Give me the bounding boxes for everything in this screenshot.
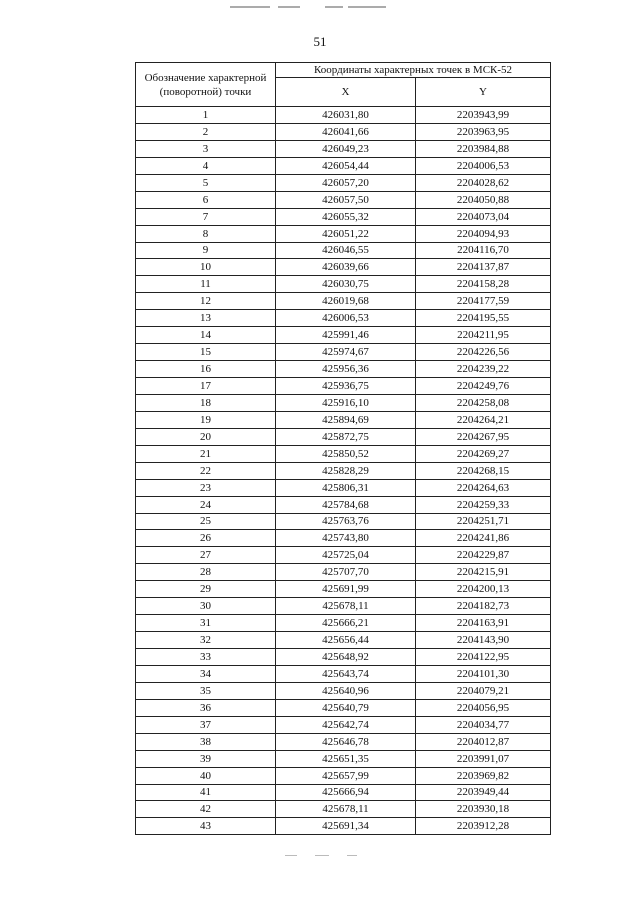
point-number-cell: 28: [136, 564, 276, 581]
x-coordinate-cell: 426046,55: [276, 242, 416, 259]
point-number-cell: 35: [136, 682, 276, 699]
x-coordinate-cell: 425656,44: [276, 632, 416, 649]
y-coordinate-cell: 2204264,21: [416, 411, 551, 428]
table-row: [136, 649, 551, 666]
y-coordinate-cell: 2204163,91: [416, 615, 551, 632]
table-row: [136, 547, 551, 564]
table-row: [136, 496, 551, 513]
x-coordinate-cell: 425666,21: [276, 615, 416, 632]
y-coordinate-cell: 2204056,95: [416, 699, 551, 716]
y-coordinate-cell: 2204239,22: [416, 361, 551, 378]
table-row: [136, 598, 551, 615]
table-row: [136, 733, 551, 750]
table-row: [136, 123, 551, 140]
x-coordinate-cell: 426041,66: [276, 123, 416, 140]
table-row: [136, 716, 551, 733]
table-row: [136, 361, 551, 378]
y-coordinate-cell: 2204259,33: [416, 496, 551, 513]
y-coordinate-cell: 2204137,87: [416, 259, 551, 276]
x-coordinate-cell: 425974,67: [276, 344, 416, 361]
y-coordinate-cell: 2203930,18: [416, 801, 551, 818]
y-coordinate-cell: 2204229,87: [416, 547, 551, 564]
x-coordinate-cell: 425806,31: [276, 479, 416, 496]
point-number-cell: 5: [136, 174, 276, 191]
scan-artifact-bottom: [285, 855, 365, 861]
table-row: [136, 665, 551, 682]
y-coordinate-cell: 2204050,88: [416, 191, 551, 208]
x-coordinate-cell: 425784,68: [276, 496, 416, 513]
table-row: [136, 767, 551, 784]
table-row: [136, 394, 551, 411]
point-number-cell: 36: [136, 699, 276, 716]
y-coordinate-cell: 2204143,90: [416, 632, 551, 649]
x-coordinate-cell: 425936,75: [276, 378, 416, 395]
table-row: [136, 699, 551, 716]
x-coordinate-cell: 425640,79: [276, 699, 416, 716]
point-number-cell: 34: [136, 665, 276, 682]
x-coordinate-cell: 426054,44: [276, 157, 416, 174]
y-coordinate-cell: 2204264,63: [416, 479, 551, 496]
table-row: [136, 411, 551, 428]
table-row: [136, 564, 551, 581]
x-coordinate-cell: 425956,36: [276, 361, 416, 378]
point-number-cell: 41: [136, 784, 276, 801]
page-number: 51: [313, 34, 327, 49]
x-coordinate-cell: 425643,74: [276, 665, 416, 682]
table-row: [136, 682, 551, 699]
table-row: [136, 242, 551, 259]
point-number-cell: 20: [136, 428, 276, 445]
point-number-cell: 6: [136, 191, 276, 208]
point-number-cell: 15: [136, 344, 276, 361]
table-row: [136, 801, 551, 818]
table-row: [136, 615, 551, 632]
table-row: [136, 530, 551, 547]
table-row: [136, 327, 551, 344]
x-coordinate-cell: 426051,22: [276, 225, 416, 242]
y-coordinate-cell: 2204211,95: [416, 327, 551, 344]
table-row: [136, 445, 551, 462]
y-coordinate-cell: 2203912,28: [416, 818, 551, 835]
y-coordinate-cell: 2204028,62: [416, 174, 551, 191]
x-coordinate-cell: 426006,53: [276, 310, 416, 327]
y-coordinate-cell: 2204101,30: [416, 665, 551, 682]
table-row: [136, 276, 551, 293]
scan-artifact-top: [230, 6, 390, 16]
y-coordinate-cell: 2204241,86: [416, 530, 551, 547]
x-coordinate-cell: 425872,75: [276, 428, 416, 445]
point-number-cell: 31: [136, 615, 276, 632]
y-coordinate-cell: 2203943,99: [416, 107, 551, 124]
point-number-cell: 32: [136, 632, 276, 649]
y-coordinate-cell: 2204268,15: [416, 462, 551, 479]
x-coordinate-cell: 425916,10: [276, 394, 416, 411]
x-coordinate-cell: 425640,96: [276, 682, 416, 699]
x-coordinate-cell: 426031,80: [276, 107, 416, 124]
table-row: [136, 293, 551, 310]
point-number-cell: 13: [136, 310, 276, 327]
y-coordinate-cell: 2204215,91: [416, 564, 551, 581]
point-number-cell: 27: [136, 547, 276, 564]
x-coordinate-cell: 426049,23: [276, 140, 416, 157]
x-coordinate-cell: 425991,46: [276, 327, 416, 344]
y-coordinate-cell: 2204182,73: [416, 598, 551, 615]
y-coordinate-cell: 2204267,95: [416, 428, 551, 445]
y-coordinate-cell: 2203963,95: [416, 123, 551, 140]
y-coordinate-cell: 2204079,21: [416, 682, 551, 699]
point-number-cell: 40: [136, 767, 276, 784]
point-number-cell: 4: [136, 157, 276, 174]
point-number-cell: 19: [136, 411, 276, 428]
table-row: [136, 157, 551, 174]
x-coordinate-cell: 426057,20: [276, 174, 416, 191]
table-row: [136, 784, 551, 801]
table-row: [136, 462, 551, 479]
point-number-cell: 2: [136, 123, 276, 140]
x-coordinate-cell: 425646,78: [276, 733, 416, 750]
x-coordinate-cell: 426039,66: [276, 259, 416, 276]
point-number-cell: 3: [136, 140, 276, 157]
point-number-cell: 14: [136, 327, 276, 344]
y-coordinate-cell: 2204034,77: [416, 716, 551, 733]
table-row: [136, 140, 551, 157]
y-coordinate-cell: 2204012,87: [416, 733, 551, 750]
x-coordinate-cell: 425894,69: [276, 411, 416, 428]
y-coordinate-cell: 2204094,93: [416, 225, 551, 242]
table-row: [136, 428, 551, 445]
y-coordinate-cell: 2203949,44: [416, 784, 551, 801]
x-coordinate-cell: 426057,50: [276, 191, 416, 208]
x-coordinate-cell: 426030,75: [276, 276, 416, 293]
table-row: [136, 259, 551, 276]
point-number-cell: 21: [136, 445, 276, 462]
x-column-header: X: [276, 78, 416, 107]
point-number-cell: 33: [136, 649, 276, 666]
x-coordinate-cell: 425763,76: [276, 513, 416, 530]
table-row: [136, 513, 551, 530]
x-coordinate-cell: 425678,11: [276, 801, 416, 818]
x-coordinate-cell: 425691,99: [276, 581, 416, 598]
point-number-cell: 8: [136, 225, 276, 242]
point-number-cell: 38: [136, 733, 276, 750]
y-coordinate-cell: 2204158,28: [416, 276, 551, 293]
y-coordinate-cell: 2204226,56: [416, 344, 551, 361]
y-coordinate-cell: 2204006,53: [416, 157, 551, 174]
x-coordinate-cell: 426019,68: [276, 293, 416, 310]
table-row: [136, 818, 551, 835]
x-coordinate-cell: 425850,52: [276, 445, 416, 462]
y-coordinate-cell: 2204249,76: [416, 378, 551, 395]
point-number-cell: 43: [136, 818, 276, 835]
point-number-cell: 7: [136, 208, 276, 225]
x-coordinate-cell: 425648,92: [276, 649, 416, 666]
table-row: [136, 750, 551, 767]
x-coordinate-cell: 425678,11: [276, 598, 416, 615]
x-coordinate-cell: 425642,74: [276, 716, 416, 733]
y-coordinate-cell: 2203991,07: [416, 750, 551, 767]
table-header-row: [136, 63, 551, 78]
point-number-cell: 10: [136, 259, 276, 276]
point-number-cell: 29: [136, 581, 276, 598]
y-coordinate-cell: 2204258,08: [416, 394, 551, 411]
x-coordinate-cell: 425657,99: [276, 767, 416, 784]
table-row: [136, 344, 551, 361]
table-row: [136, 378, 551, 395]
point-number-cell: 23: [136, 479, 276, 496]
coordinates-header: Координаты характерных точек в МСК-52: [276, 63, 551, 78]
y-coordinate-cell: 2204251,71: [416, 513, 551, 530]
y-coordinate-cell: 2204122,95: [416, 649, 551, 666]
table-row: [136, 191, 551, 208]
x-coordinate-cell: 425828,29: [276, 462, 416, 479]
point-number-cell: 42: [136, 801, 276, 818]
y-coordinate-cell: 2204073,04: [416, 208, 551, 225]
x-coordinate-cell: 425691,34: [276, 818, 416, 835]
y-coordinate-cell: 2204116,70: [416, 242, 551, 259]
y-coordinate-cell: 2204177,59: [416, 293, 551, 310]
point-number-cell: 25: [136, 513, 276, 530]
table-row: [136, 310, 551, 327]
point-number-cell: 37: [136, 716, 276, 733]
point-number-cell: 17: [136, 378, 276, 395]
table-row: [136, 581, 551, 598]
x-coordinate-cell: 425725,04: [276, 547, 416, 564]
x-coordinate-cell: 425651,35: [276, 750, 416, 767]
table-row: [136, 174, 551, 191]
point-number-cell: 1: [136, 107, 276, 124]
table-row: [136, 107, 551, 124]
coordinates-table: [135, 62, 551, 835]
y-coordinate-cell: 2204269,27: [416, 445, 551, 462]
table-row: [136, 225, 551, 242]
point-number-cell: 9: [136, 242, 276, 259]
y-coordinate-cell: 2203969,82: [416, 767, 551, 784]
point-number-cell: 30: [136, 598, 276, 615]
x-coordinate-cell: 425707,70: [276, 564, 416, 581]
table-row: [136, 479, 551, 496]
point-number-cell: 39: [136, 750, 276, 767]
y-coordinate-cell: 2204200,13: [416, 581, 551, 598]
y-coordinate-cell: 2204195,55: [416, 310, 551, 327]
point-number-cell: 18: [136, 394, 276, 411]
point-number-cell: 22: [136, 462, 276, 479]
y-coordinate-cell: 2203984,88: [416, 140, 551, 157]
table-body: [136, 107, 551, 835]
point-number-cell: 26: [136, 530, 276, 547]
point-number-cell: 24: [136, 496, 276, 513]
x-coordinate-cell: 426055,32: [276, 208, 416, 225]
point-number-cell: 12: [136, 293, 276, 310]
x-coordinate-cell: 425743,80: [276, 530, 416, 547]
table-row: [136, 632, 551, 649]
point-number-cell: 11: [136, 276, 276, 293]
y-column-header: Y: [416, 78, 551, 107]
point-designation-header: Обозначение характерной (поворотной) точки: [136, 63, 276, 107]
table-row: [136, 208, 551, 225]
point-number-cell: 16: [136, 361, 276, 378]
x-coordinate-cell: 425666,94: [276, 784, 416, 801]
